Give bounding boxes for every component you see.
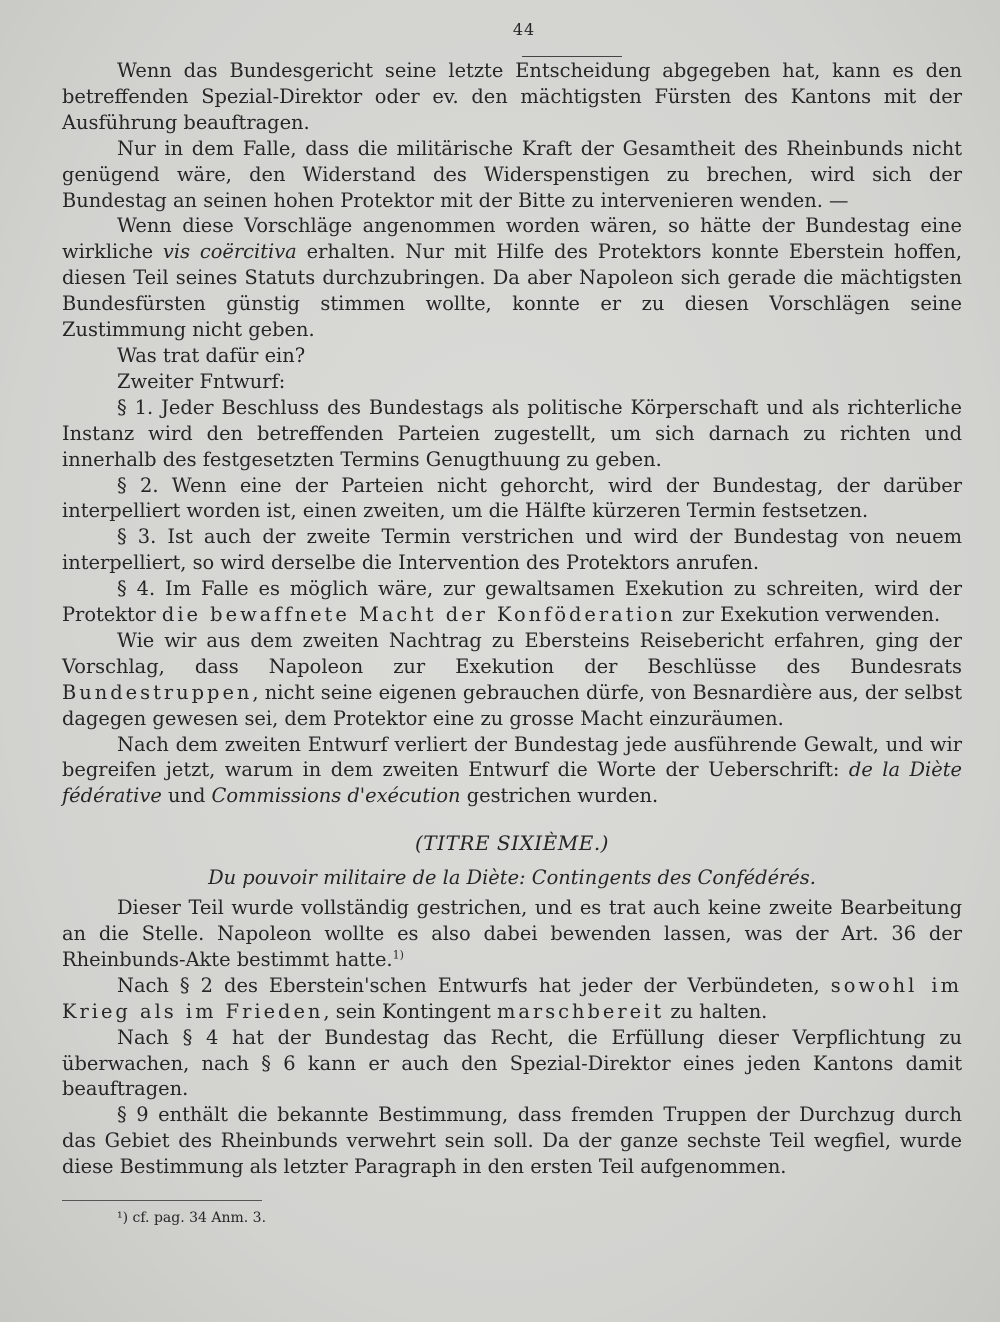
text-span: und: [167, 784, 206, 808]
paragraph: § 1. Jeder Beschluss des Bundestags als politische Körperschaft und als richterliche Instanz wird den betreffenden Parteien zugestellt, um sich darnach zu richten und innerhalb des festgesetzten Termins Genugthuung zu geben.: [62, 395, 962, 471]
paragraph: § 2. Wenn eine der Parteien nicht gehorcht, wird der Bundestag, der darüber interpelliert worden ist, einen zweiten, um die Hälfte kürzeren Termin festsetzen.: [62, 473, 962, 523]
paragraph: Nach § 4 hat der Bundestag das Recht, die Erfüllung dieser Verpflichtung zu überwachen, nach § 6 kann er auch den Spezial-Direktor eines jeden Kantons damit beauftragen.: [62, 1025, 962, 1101]
footnote-ref: 1): [392, 948, 404, 962]
italic-term: de la Diète fédérative: [62, 758, 963, 808]
text-span: Wenn diese Vorschläge angenommen worden wären, so hätte der Bundestag eine wirkliche: [62, 214, 962, 264]
paragraph: § 9 enthält die bekannte Bestimmung, dass fremden Truppen der Durchzug durch das Gebiet des Rheinbunds verwehrt sein soll. Da der ganze sechste Teil wegfiel, wurde diese Bestimmung als letzter Paragraph in den ersten Teil aufgenommen.: [62, 1103, 962, 1179]
paragraph: Wenn das Bundesgericht seine letzte Entscheidung abgegeben hat, kann es den betreffenden Spezial-Direktor oder ev. den mächtigsten Fürsten des Kantons mit der Ausführung beauftragen.: [62, 59, 962, 134]
page-number-rule: [522, 56, 622, 57]
paragraph: [62, 628, 962, 732]
text-span: , nicht seine eigenen gebrauchen dürfe, von Besnardière aus, der selbst dagegen gewesen sei, dem Protektor eine zu grosse Macht einzuräumen.: [62, 680, 962, 730]
text-span: Nach § 2 des Eberstein'schen Entwurfs hat jeder der Verbündeten,: [117, 973, 820, 997]
paragraph: Was trat dafür ein?: [117, 343, 306, 367]
text-span: Nach dem zweiten Entwurf verliert der Bundestag jede ausführende Gewalt, und wir begreifen jetzt, warum in dem zweiten Entwurf die Worte der Ueberschrift:: [62, 732, 962, 782]
text-span: § 4. Im Falle es möglich wäre, zur gewaltsamen Exekution zu schreiten, wird der Protektor: [62, 577, 962, 627]
paragraph: [62, 973, 962, 1025]
paragraph: Zweiter Fntwurf:: [117, 369, 286, 393]
section-heading: (TITRE SIXIÈME.): [415, 831, 609, 856]
page-number: 44: [512, 20, 536, 39]
paragraph: [62, 732, 962, 810]
paragraph: [62, 213, 962, 343]
paragraph: [62, 895, 962, 973]
section-caption: Du pouvoir militaire de la Diète: Contingents des Confédérés.: [208, 866, 816, 890]
body-text: [62, 58, 962, 809]
text-span: Wie wir aus dem zweiten Nachtrag zu Ebersteins Reisebericht erfahren, ging der Vorschlag, dass Napoleon zur Exekution der Beschlüsse des Bundesrats: [62, 628, 962, 678]
text-span: Dieser Teil wurde vollständig gestrichen, und es trat auch keine zweite Bearbeitung an die Stelle. Napoleon wollte es also dabei bewenden lassen, was der Art. 36 der Rheinbunds-Akte bestimmt hatte.: [62, 896, 962, 971]
body-text-2: [62, 895, 962, 1180]
spaced-term: marschbereit: [496, 999, 665, 1023]
text-span: zur Exekution verwenden.: [682, 603, 941, 627]
paragraph: [62, 576, 962, 628]
paragraph: § 3. Ist auch der zweite Termin verstrichen und wird der Bundestag von neuem interpelliert, so wird derselbe die Intervention des Protektors anrufen.: [62, 525, 962, 575]
spaced-term: die bewaffnete Macht der Konföderation: [161, 603, 676, 627]
spaced-term: sowohl im Krieg als im Frieden: [62, 973, 963, 1023]
page-header: [62, 14, 962, 58]
spaced-term: Bundestruppen: [62, 680, 253, 704]
italic-term: Commissions d'exécution: [211, 784, 461, 808]
text-span: erhalten. Nur mit Hilfe des Protektors konnte Eberstein hoffen, diesen Teil seines Statuts durchzubringen. Da aber Napoleon sich gerade die mächtigsten Bundesfürsten günstig stimmen wollte, konnte er zu diesen Vorschlägen seine Zustimmung nicht geben.: [62, 240, 962, 342]
text-span: , sein Kontingent: [323, 999, 491, 1023]
text-span: zu halten.: [670, 999, 768, 1023]
footnote-rule: [62, 1200, 262, 1201]
text-span: gestrichen wurden.: [466, 784, 659, 808]
italic-term: vis coërcitiva: [162, 240, 297, 264]
footnotes: [62, 1209, 962, 1227]
paragraph: Nur in dem Falle, dass die militärische Kraft der Gesamtheit des Rheinbunds nicht genügend wäre, den Widerstand des Widerspenstigen zu brechen, wird sich der Bundestag an seinen hohen Protektor mit der Bitte zu intervenieren wenden. —: [62, 136, 962, 212]
footnote: ¹) cf. pag. 34 Anm. 3.: [117, 1210, 267, 1227]
